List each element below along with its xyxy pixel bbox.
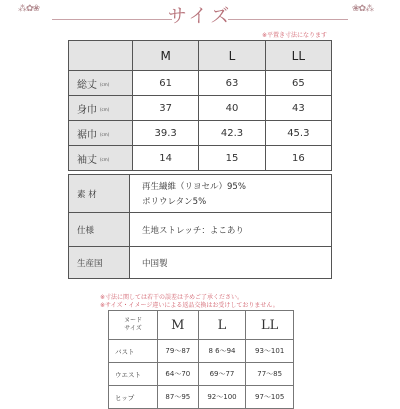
table-cell: 97〜105 — [246, 386, 294, 409]
table-row — [69, 247, 332, 279]
nude-col-ll: LL — [246, 311, 294, 340]
row-label: バスト — [109, 340, 158, 363]
spec-label-origin: 生産国 — [69, 247, 130, 279]
table-row — [69, 213, 332, 247]
disclaimer-line: ※寸法に関しては若干の誤差は予めご了承ください。 — [100, 294, 244, 301]
table-cell: 8 6〜94 — [198, 340, 246, 363]
nude-col-l: L — [198, 311, 246, 340]
unit-label: (cm) — [100, 157, 110, 162]
row-label — [69, 71, 133, 96]
row-label-text: 身巾 — [77, 104, 97, 116]
page-title: サイズ — [167, 5, 233, 27]
size-col-ll: LL — [265, 41, 331, 71]
table-row — [69, 71, 332, 96]
table-cell: 77〜85 — [246, 363, 294, 386]
spec-line: 再生繊維（リヨセル）95% — [142, 182, 246, 192]
unit-label: (cm) — [100, 132, 110, 137]
table-cell: 15 — [199, 146, 265, 171]
row-label-text: 裾巾 — [77, 129, 97, 141]
table-row — [69, 175, 332, 213]
spec-table — [68, 174, 332, 279]
table-cell: 79〜87 — [158, 340, 199, 363]
flourish-left-icon: ⁂✿❀ — [18, 4, 40, 14]
table-cell: 40 — [199, 96, 265, 121]
table-cell: 65 — [265, 71, 331, 96]
table-row — [109, 363, 294, 386]
corner-line: ヌード — [123, 317, 142, 324]
nude-col-m: M — [158, 311, 199, 340]
table-cell: 64〜70 — [158, 363, 199, 386]
spec-line: 生地ストレッチ：よこあり — [142, 225, 244, 236]
size-col-m: M — [133, 41, 199, 71]
spec-label-spec: 仕様 — [69, 213, 130, 247]
row-label — [69, 146, 133, 171]
table-row — [69, 96, 332, 121]
spec-value-origin — [130, 247, 332, 279]
row-label — [69, 121, 133, 146]
spec-line: ポリウレタン5% — [142, 197, 207, 207]
size-col-l: L — [199, 41, 265, 71]
table-row — [109, 340, 294, 363]
table-cell: 69〜77 — [198, 363, 246, 386]
spec-value-spec — [130, 213, 332, 247]
spec-label-material: 素 材 — [69, 175, 130, 213]
unit-label: (cm) — [100, 82, 110, 87]
table-cell: 16 — [265, 146, 331, 171]
table-cell: 87〜95 — [158, 386, 199, 409]
spec-line: 中国製 — [142, 258, 168, 269]
table-cell: 42.3 — [199, 121, 265, 146]
row-label: ウエスト — [109, 363, 158, 386]
table-cell: 63 — [199, 71, 265, 96]
disclaimer-line: ※サイズ・イメージ違いによる返品交換はお受けしておりません。 — [100, 302, 279, 309]
table-cell: 43 — [265, 96, 331, 121]
size-table-corner — [69, 41, 133, 71]
row-label: ヒップ — [109, 386, 158, 409]
table-cell: 14 — [133, 146, 199, 171]
table-cell: 93〜101 — [246, 340, 294, 363]
table-row — [69, 121, 332, 146]
table-cell: 37 — [133, 96, 199, 121]
table-cell: 39.3 — [133, 121, 199, 146]
flat-note: ※平置き寸法になります — [262, 32, 328, 39]
table-cell: 61 — [133, 71, 199, 96]
nude-size-table — [108, 310, 294, 409]
table-cell: 92〜100 — [198, 386, 246, 409]
table-row — [109, 386, 294, 409]
nude-table-corner — [109, 311, 158, 340]
table-row — [69, 146, 332, 171]
row-label — [69, 96, 133, 121]
flourish-right-icon: ❀✿⁂ — [352, 4, 374, 14]
spec-value-material — [130, 175, 332, 213]
table-cell: 45.3 — [265, 121, 331, 146]
row-label-text: 総丈 — [77, 79, 97, 91]
row-label-text: 袖丈 — [77, 154, 97, 166]
unit-label: (cm) — [100, 107, 110, 112]
corner-line: サイズ — [124, 325, 142, 332]
size-table — [68, 40, 332, 171]
